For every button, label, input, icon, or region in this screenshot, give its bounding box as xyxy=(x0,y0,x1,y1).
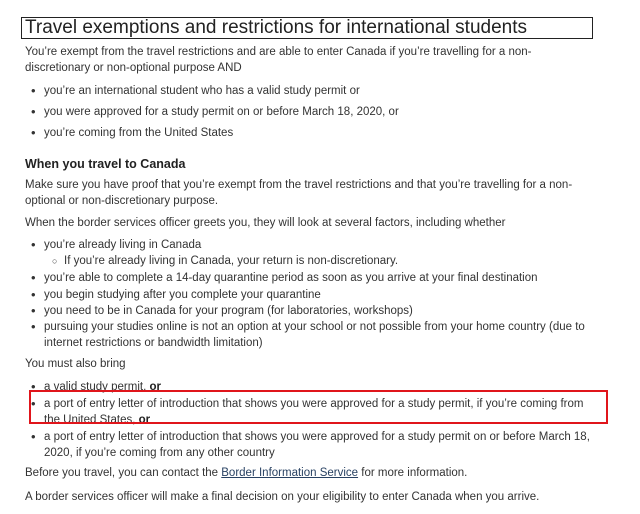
list-item: • you’re able to complete a 14-day quarantine period as soon as you arrive at your final destination xyxy=(31,270,538,286)
intro-paragraph: You’re exempt from the travel restrictions and are able to enter Canada if you’re travelling for a non-discretionary or non-optional purpose AND xyxy=(25,46,532,74)
proof-paragraph: Make sure you have proof that you’re exempt from the travel restrictions and that you’re travelling for a non-optional or non-discretionary purpose. xyxy=(25,179,573,207)
list-item: • you need to be in Canada for your program (for laboratories, workshops) xyxy=(31,303,413,319)
list-item: • a valid study permit, or xyxy=(31,379,161,395)
list-item: • you’re already living in Canada xyxy=(31,237,201,253)
list-item: • a port of entry letter of introduction that shows you were approved for a study permit on or before March 18, 2020, if you’re coming from any other country xyxy=(31,429,601,461)
list-item: • pursuing your studies online is not an option at your school or not possible from your home country (due to internet restrictions or bandwidth limitation) xyxy=(31,319,606,351)
list-item: • a port of entry letter of introduction that shows you were approved for a study permit, if you’re coming from the United States, or xyxy=(31,396,596,428)
list-item: • you’re an international student who has a valid study permit or xyxy=(31,83,360,99)
final-paragraph: A border services officer will make a final decision on your eligibility to enter Canada when you arrive. xyxy=(25,491,540,503)
list-item: • you begin studying after you complete your quarantine xyxy=(31,287,321,303)
highlight-box xyxy=(29,390,608,424)
border-information-service-link[interactable]: Border Information Service xyxy=(221,467,359,479)
factors-intro: When the border services officer greets you, they will look at several factors, including whether xyxy=(25,217,506,229)
list-item: • you were approved for a study permit on or before March 18, 2020, or xyxy=(31,104,399,120)
page-title: Travel exemptions and restrictions for international students xyxy=(21,17,593,39)
before-travel-paragraph: Before you travel, you can contact the Border Information Service for more information. xyxy=(25,467,468,479)
section-heading: When you travel to Canada xyxy=(25,157,186,171)
bring-intro: You must also bring xyxy=(25,358,126,370)
list-item: • you’re coming from the United States xyxy=(31,125,233,141)
sub-list-item: ○ If you’re already living in Canada, your return is non-discretionary. xyxy=(52,253,398,269)
